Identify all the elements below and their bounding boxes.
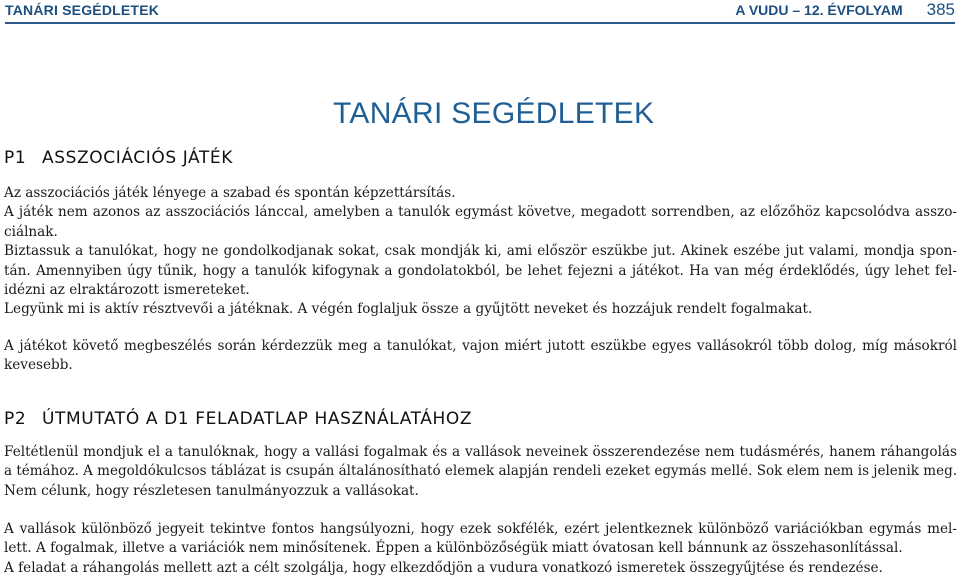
header-right bbox=[735, 0, 955, 20]
text-line: A feladat a ráhangolás mellett azt a célt szolgálja, hogy elkezdődjön a vudura vonatkozó ismeretek összegyűjtése és rendezése. bbox=[4, 559, 883, 576]
page-title: TANÁRI SEGÉDLETEK bbox=[333, 97, 655, 130]
text-line: tán. Amennyiben úgy tűnik, hogy a tanulók kifogynak a gondolatokból, be lehet fejezni a játékot. Ha van még érdeklődés, úgy lehet fel- bbox=[4, 262, 957, 279]
page-number: 385 bbox=[926, 0, 955, 19]
text-line: a témához. A megoldókulcsos táblázat is csupán általánosítható elemek alapján rendeli ezeket egymás mellé. Sok elem nem is jelenik meg. bbox=[4, 463, 957, 480]
header-section-title: TANÁRI SEGÉDLETEK bbox=[5, 2, 160, 18]
section-number: P2 bbox=[4, 409, 27, 429]
text-line: Feltétlenül mondjuk el a tanulóknak, hogy a vallási fogalmak és a vallások neveinek összerendezése nem tudásmérés, hanem ráhangolás bbox=[4, 444, 957, 460]
text-line: A vallások különböző jegyeit tekintve fontos hangsúlyozni, hogy ezek sokfélék, ezért jelentkeznek különböző variációkban egymás mel- bbox=[4, 521, 957, 537]
text-line: Nem célunk, hogy részletesen tanulmányozzuk a vallásokat. bbox=[4, 482, 419, 499]
running-header bbox=[5, 0, 955, 24]
section-heading-p1 bbox=[4, 148, 233, 168]
text-line: idézni az elraktározott ismereteket. bbox=[4, 282, 250, 299]
header-grade: A VUDU – 12. ÉVFOLYAM bbox=[735, 2, 903, 18]
section2-paragraph-2 bbox=[4, 520, 957, 578]
section-number: P1 bbox=[4, 148, 27, 168]
section-title: ASSZOCIÁCIÓS JÁTÉK bbox=[42, 148, 234, 168]
text-line: A játékot követő megbeszélés során kérdezzük meg a tanulókat, vajon miért jutott eszükbe egyes vallásokról több dolog, míg másokról bbox=[4, 338, 957, 354]
section1-paragraph-1 bbox=[4, 184, 957, 320]
text-line: A játék nem azonos az asszociációs lánccal, amelyben a tanulók egymást követve, megadott sorrendben, az előzőhöz kapcsolódva asszo- bbox=[4, 204, 957, 221]
text-line: lett. A fogalmak, illetve a variációk nem minősítenek. Éppen a különbözőségük miatt óvatosan kell bánnunk az összehasonlítással. bbox=[4, 540, 903, 557]
text-line: Biztassuk a tanulókat, hogy ne gondolkodjanak sokat, csak mondják ki, ami először eszükbe jut. Akinek eszébe jut valami, mondja spon- bbox=[4, 243, 957, 260]
text-line: kevesebb. bbox=[4, 357, 73, 374]
section-heading-p2 bbox=[4, 409, 472, 429]
text-line: Az asszociációs játék lényege a szabad és spontán képzettársítás. bbox=[4, 185, 456, 201]
text-line: Legyünk mi is aktív résztvevői a játéknak. A végén foglaljuk össze a gyűjtött neveket és hozzájuk rendelt fogalmakat. bbox=[4, 301, 813, 318]
section-title: ÚTMUTATÓ A D1 FELADATLAP HASZNÁLATÁHOZ bbox=[42, 409, 473, 429]
section2-paragraph-1 bbox=[4, 443, 957, 501]
section1-paragraph-2 bbox=[4, 337, 957, 376]
text-line: ciálnak. bbox=[4, 223, 58, 240]
